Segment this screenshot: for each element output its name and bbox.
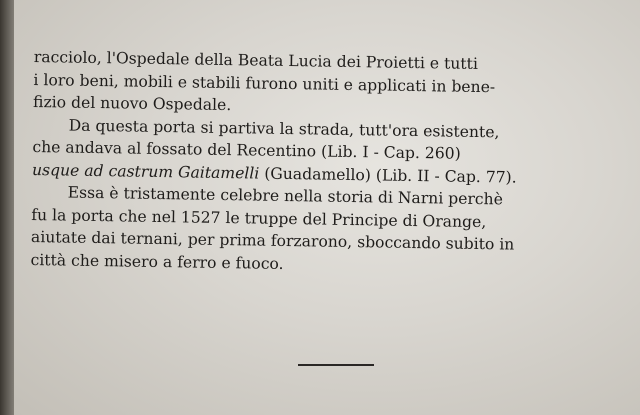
text-line: Da questa porta si partiva la strada, tutt'ora esistente,: [68, 116, 500, 141]
text-line: fu la porta che nel 1527 le truppe del Principe di Orange,: [31, 205, 487, 231]
text-line: fizio del nuovo Ospedale.: [32, 92, 232, 115]
text-line: i loro beni, mobili e stabili furono uniti e applicati in bene-: [33, 70, 496, 96]
text-line: aiutate dai ternani, per prima forzarono, sboccando subito in: [30, 227, 515, 254]
text-line: Essa è tristamente celebre nella storia di Narni perchè: [67, 183, 504, 209]
text-line-rest: (Guadamello) (Lib. II - Cap. 77).: [259, 164, 517, 187]
latin-phrase: usque ad castrum Gaitamelli: [31, 160, 260, 183]
section-divider: [298, 364, 374, 366]
text-line: racciolo, l'Ospedale della Beata Lucia dei Proietti e tutti: [33, 47, 479, 73]
text-line: città che misero a ferro e fuoco.: [30, 250, 284, 273]
page-text: [30, 46, 629, 280]
text-line: che andava al fossato del Recentino (Lib. I - Cap. 260): [32, 137, 461, 163]
